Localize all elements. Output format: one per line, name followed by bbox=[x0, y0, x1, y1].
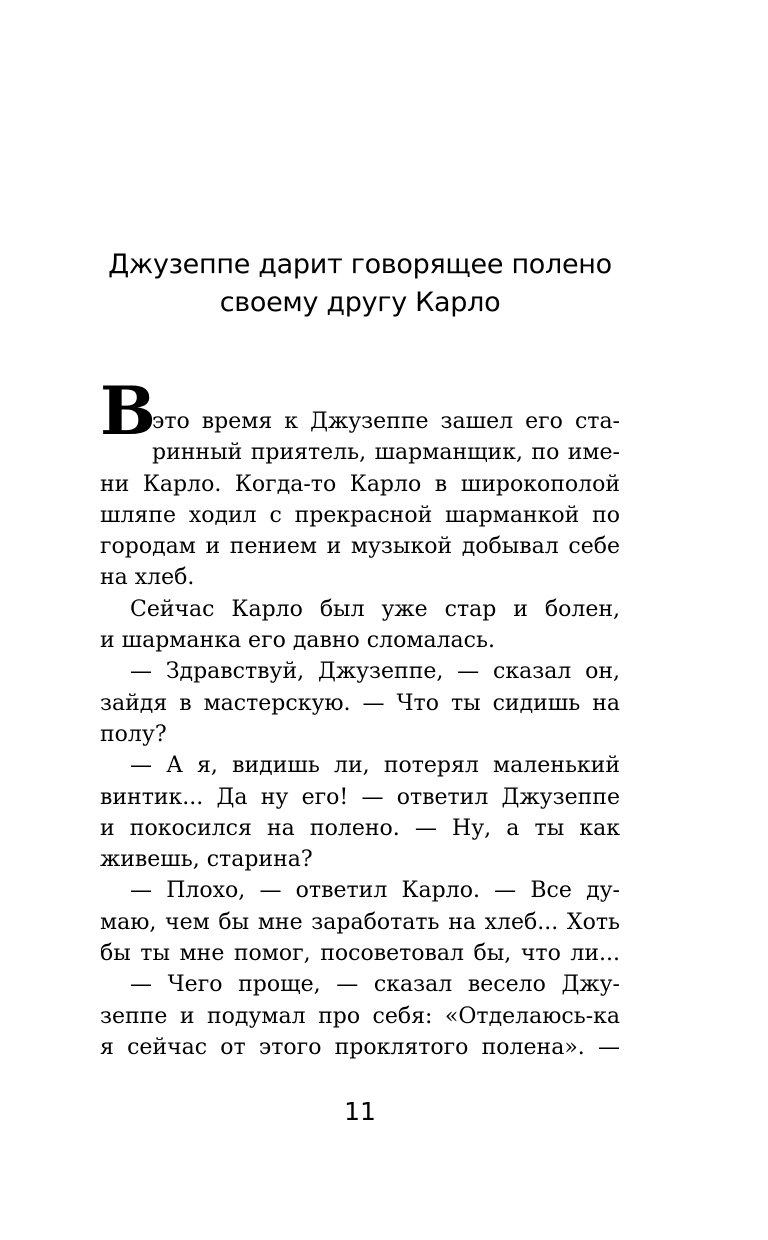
text-line: — А я, видишь ли, потерял маленький bbox=[130, 753, 620, 779]
text-line: и покосился на полено. — Ну, а ты как bbox=[100, 815, 620, 841]
text-line: полу? bbox=[100, 721, 167, 747]
text-line: ринный приятель, шарманщик, по име- bbox=[152, 440, 620, 466]
drop-cap: В bbox=[100, 372, 156, 450]
text-line: зеппе и подумал про себя: «Отделаюсь-ка bbox=[100, 1003, 620, 1029]
chapter-title bbox=[60, 246, 660, 322]
text-line: бы ты мне помог, посоветовал бы, что ли... bbox=[100, 941, 620, 967]
page-number: 11 bbox=[344, 1097, 376, 1126]
text-line: на хлеб. bbox=[100, 565, 195, 591]
chapter-title-line-1: Джузеппе дарит говорящее полено bbox=[108, 249, 612, 280]
text-line: маю, чем бы мне заработать на хлеб... Хоть bbox=[100, 909, 620, 935]
text-line: ни Карло. Когда-то Карло в широкополой bbox=[100, 471, 620, 497]
text-line: городам и пением и музыкой добывал себе bbox=[100, 534, 620, 560]
text-line: я сейчас от этого проклятого полена». — bbox=[100, 1034, 620, 1060]
text-line: это время к Джузеппе зашел его ста- bbox=[152, 409, 620, 434]
text-line: Сейчас Карло был уже стар и болен, bbox=[130, 596, 620, 622]
text-line: винтик... Да ну его! — ответил Джузеппе bbox=[100, 784, 620, 810]
text-line: шляпе ходил с прекрасной шарманкой по bbox=[100, 502, 620, 528]
text-line: — Чего проще, — сказал весело Джу- bbox=[130, 972, 620, 998]
text-line: живешь, старина? bbox=[100, 847, 313, 873]
text-line: — Плохо, — ответил Карло. — Все ду- bbox=[130, 878, 620, 904]
chapter-title-line-2: своему другу Карло bbox=[219, 287, 501, 318]
text-line: и шарманка его давно сломалась. bbox=[100, 628, 495, 654]
body-text bbox=[100, 406, 620, 1063]
text-line: — Здравствуй, Джузеппе, — сказал он, bbox=[130, 659, 620, 685]
text-line: зайдя в мастерскую. — Что ты сидишь на bbox=[100, 690, 620, 716]
